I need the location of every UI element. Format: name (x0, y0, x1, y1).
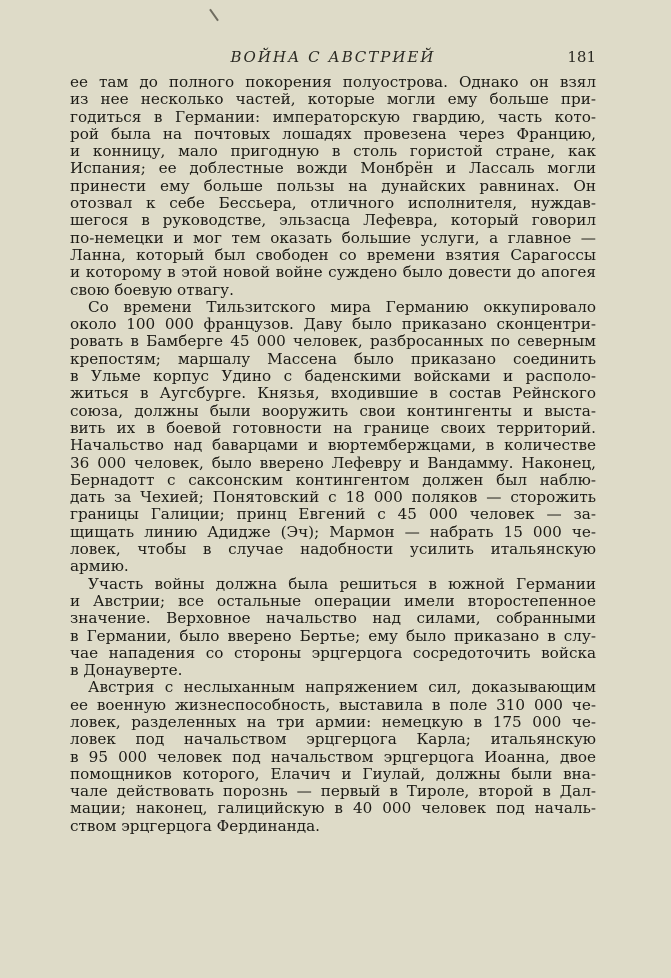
paragraph (70, 299, 596, 576)
text-line: вить их в боевой готовности на границе своих территорий. (70, 419, 596, 437)
paragraph (70, 679, 596, 835)
text-line: ловек, разделенных на три армии: немецкую в 175 000 че- (70, 713, 596, 731)
text-line: крепостям; маршалу Массена было приказано соединить (70, 350, 596, 368)
text-line: Бернадотт с саксонским контингентом должен был наблю- (70, 471, 596, 489)
text-line: и которому в этой новой войне суждено было довести до апогея (70, 264, 596, 282)
text-line: около 100 000 французов. Даву было приказано сконцентри- (70, 316, 596, 334)
text-line: ровать в Бамберге 45 000 человек, разбросанных по северным (70, 333, 596, 351)
text-line: союза, должны были вооружить свои контингенты и выста- (70, 402, 596, 420)
text-line: ловек под начальством эрцгерцога Карла; итальянскую (70, 731, 596, 749)
scan-mark (209, 9, 219, 22)
text-line: ее военную жизнеспособность, выставила в поле 310 000 че- (70, 696, 596, 714)
text-line: в Ульме корпус Удино с баденскими войсками и располо- (70, 368, 596, 386)
text-line: принести ему больше пользы на дунайских равнинах. Он (70, 177, 596, 195)
text-line: чае нападения со стороны эрцгерцога сосредоточить войска (70, 644, 596, 662)
text-line: значение. Верховное начальство над силами, собранными (70, 610, 596, 628)
text-line: Австрия с неслыханным напряжением сил, доказывающим (88, 679, 596, 697)
text-line: армию. (70, 558, 129, 576)
text-line: Начальство над баварцами и вюртембержцами, в количестве (70, 437, 596, 455)
text-line: житься в Аугсбурге. Князья, входившие в состав Рейнского (70, 385, 596, 403)
text-line: 36 000 человек, было вверено Лефевру и Вандамму. Наконец, (70, 454, 596, 472)
text-line: щищать линию Адидже (Эч); Мармон — набрать 15 000 че- (70, 523, 596, 541)
text-line: Со времени Тильзитского мира Германию оккупировало (88, 298, 596, 316)
text-line: в 95 000 человек под начальством эрцгерцога Иоанна, двое (70, 748, 596, 766)
text-line: свою боевую отвагу. (70, 281, 234, 299)
text-line: рой была на почтовых лошадях провезена через Францию, (70, 125, 596, 143)
text-line: границы Галиции; принц Евгений с 45 000 человек — за- (70, 506, 596, 524)
text-line: из нее несколько частей, которые могли ему больше при- (70, 91, 596, 109)
text-line: ловек, чтобы в случае надобности усилить итальянскую (70, 541, 596, 559)
text-line: Испания; ее доблестные вожди Монбрён и Лассаль могли (70, 160, 596, 178)
text-line: в Германии, было вверено Бертье; ему было приказано в слу- (70, 627, 596, 645)
paragraph (70, 576, 596, 680)
text-line: шегося в руководстве, эльзасца Лефевра, который говорил (70, 212, 596, 230)
text-line: ее там до полного покорения полуострова. Однако он взял (70, 74, 596, 91)
text-line: и конницу, мало пригодную в столь гористой стране, как (70, 143, 596, 161)
paragraph (70, 74, 596, 299)
text-line: помощников которого, Елачич и Гиулай, должны были вна- (70, 765, 596, 783)
text-line: ством эрцгерцога Фердинанда. (70, 817, 320, 835)
body-text (70, 74, 596, 835)
page-header (70, 48, 596, 74)
text-line: в Донауверте. (70, 662, 183, 680)
text-line: и Австрии; все остальные операции имели второстепенное (70, 592, 596, 610)
text-line: Ланна, который был свободен со времени взятия Сарагоссы (70, 246, 596, 264)
text-line: отозвал к себе Бессьера, отличного исполнителя, нуждав- (70, 195, 596, 213)
text-line: мации; наконец, галицийскую в 40 000 человек под началь- (70, 800, 596, 818)
text-line: по-немецки и мог тем оказать большие услуги, а главное — (70, 229, 596, 247)
text-line: Участь войны должна была решиться в южной Германии (88, 575, 596, 593)
text-line: дать за Чехией; Понятовский с 18 000 поляков — сторожить (70, 489, 596, 507)
page-number: 181 (567, 48, 596, 66)
text-line: чале действовать порознь — первый в Тироле, второй в Дал- (70, 783, 596, 801)
running-title: ВОЙНА С АВСТРИЕЙ (230, 48, 436, 66)
text-line: годиться в Германии: императорскую гвардию, часть кото- (70, 108, 596, 126)
